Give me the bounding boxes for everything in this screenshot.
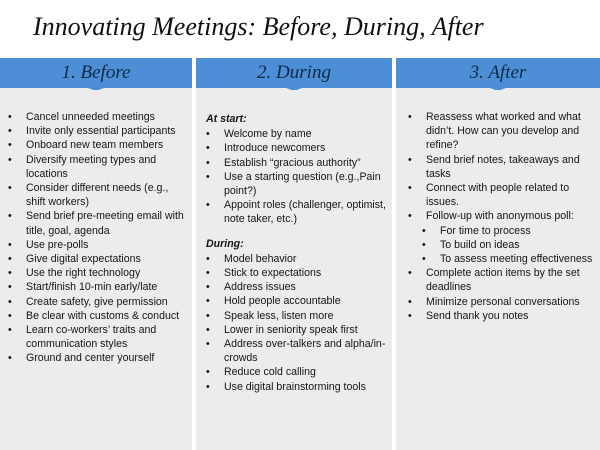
list-item: • Minimize personal conversations [408,295,594,309]
list-item: • Reassess what worked and what didn’t. How can you develop and refine? [408,110,594,153]
list-item: • Reduce cold calling [206,365,388,379]
poll-item-label: Follow-up with anonymous poll: [426,210,574,223]
during-banner [196,58,392,90]
list-item: • Use digital brainstorming tools [206,380,388,394]
sub-list-item: • To assess meeting effectiveness [422,252,594,266]
after-list-continued [408,266,594,323]
after-content [396,110,600,323]
list-item [408,209,594,223]
list-item: • Invite only essential participants [8,124,188,138]
after-list [408,110,594,224]
during-list [206,252,388,394]
list-item: • Be clear with customs & conduct [8,309,188,323]
list-item: • Onboard new team members [8,138,188,152]
sub-list-item: • For time to process [422,224,594,238]
list-item: • Use pre-polls [8,238,188,252]
list-item: • Lower in seniority speak first [206,323,388,337]
list-item: • Model behavior [206,252,388,266]
list-item: • Welcome by name [206,127,388,141]
list-item: • Send brief notes, takeaways and tasks [408,153,594,181]
list-item: • Use the right technology [8,266,188,280]
during-label: During: [206,237,244,250]
list-item: • Speak less, listen more [206,309,388,323]
before-banner [0,58,192,90]
before-list [8,110,188,366]
before-heading: 1. Before [61,62,131,83]
list-item: • Cancel unneeded meetings [8,110,188,124]
list-item: • Establish “gracious authority” [206,156,388,170]
list-item: • Send thank you notes [408,309,594,323]
list-item: • Start/finish 10-min early/late [8,280,188,294]
after-banner [396,58,600,90]
at-start-label: At start: [206,113,247,125]
at-start-list [206,127,388,226]
list-item: • Use a starting question (e.g.,Pain point?) [206,170,388,198]
list-item: • Connect with people related to issues. [408,181,594,209]
poll-sub-list [408,224,594,267]
list-item: • Complete action items by the set deadlines [408,266,594,294]
list-item: • Create safety, give permission [8,295,188,309]
list-item: • Introduce newcomers [206,141,388,155]
list-item: • Learn co-workers’ traits and communication styles [8,323,188,351]
list-item: • Stick to expectations [206,266,388,280]
list-item: • Address issues [206,280,388,294]
after-heading: 3. After [469,62,527,83]
before-column [0,58,192,450]
during-heading: 2. During [257,62,331,83]
sub-list-item: • To build on ideas [422,238,594,252]
list-item: • Consider different needs (e.g., shift workers) [8,181,188,209]
page-title: Innovating Meetings: Before, During, After [33,12,484,41]
during-content [196,112,392,394]
before-content [0,110,192,366]
during-column [196,58,392,450]
list-item: • Send brief pre-meeting email with title, goal, agenda [8,209,188,237]
after-column [396,58,600,450]
list-item: • Address over-talkers and alpha/in-crowds [206,337,388,365]
list-item: • Diversify meeting types and locations [8,153,188,181]
list-item: • Ground and center yourself [8,351,188,365]
list-item: • Appoint roles (challenger, optimist, note taker, etc.) [206,198,388,226]
list-item: • Give digital expectations [8,252,188,266]
list-item: • Hold people accountable [206,294,388,308]
